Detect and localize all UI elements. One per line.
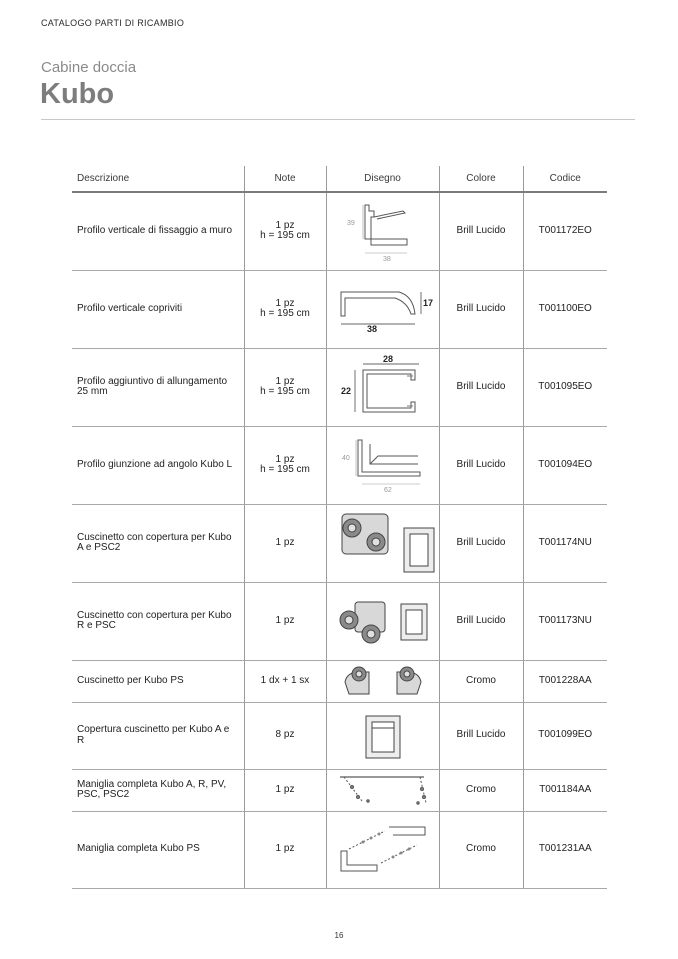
row-code: T001100EO <box>523 270 607 348</box>
section-subtitle: Cabine doccia <box>41 59 137 76</box>
header-note: Note <box>244 166 326 192</box>
row-code: T001174NU <box>523 504 607 582</box>
row-drawing <box>326 769 439 811</box>
table-row <box>72 192 607 270</box>
note-quantity: 1 pz <box>275 783 295 795</box>
row-drawing <box>326 270 439 348</box>
note-quantity: 1 pz <box>275 219 295 231</box>
row-color: Cromo <box>439 769 523 811</box>
table-row <box>72 504 607 582</box>
row-color: Brill Lucido <box>439 270 523 348</box>
note-height: h = 195 cm <box>260 464 310 475</box>
note-quantity: 1 pz <box>275 375 295 387</box>
row-color: Brill Lucido <box>439 582 523 660</box>
row-description: Profilo aggiuntivo di allungamento 25 mm <box>72 348 244 426</box>
row-drawing <box>326 582 439 660</box>
row-note <box>244 702 326 769</box>
row-drawing <box>326 348 439 426</box>
dimension-width: 28 <box>382 354 393 364</box>
table-row <box>72 348 607 426</box>
row-drawing <box>326 702 439 769</box>
row-description: Profilo verticale di fissaggio a muro <box>72 192 244 270</box>
note-quantity: 1 dx + 1 sx <box>260 674 310 686</box>
note-quantity: 1 pz <box>275 536 295 548</box>
row-code: T001231AA <box>523 811 607 888</box>
roller-pair-icon <box>335 662 431 700</box>
note-height: h = 195 cm <box>260 230 310 242</box>
row-code: T001094EO <box>523 426 607 504</box>
note-height: h = 195 cm <box>260 308 310 319</box>
note-quantity: 1 pz <box>275 614 295 626</box>
table-row <box>72 769 607 811</box>
row-code: T001095EO <box>523 348 607 426</box>
row-note <box>244 769 326 811</box>
header-description: Descrizione <box>72 166 244 192</box>
header-code: Codice <box>523 166 607 192</box>
dimension-width: 38 <box>366 324 377 334</box>
catalog-header-label: CATALOGO PARTI DI RICAMBIO <box>41 18 185 28</box>
row-code: T001173NU <box>523 582 607 660</box>
row-color: Brill Lucido <box>439 504 523 582</box>
row-drawing <box>326 660 439 702</box>
row-color: Brill Lucido <box>439 348 523 426</box>
header-color: Colore <box>439 166 523 192</box>
row-color: Brill Lucido <box>439 702 523 769</box>
row-drawing <box>326 192 439 270</box>
handle-bar-icon <box>334 771 432 809</box>
row-description: Cuscinetto con copertura per Kubo R e PSC <box>72 582 244 660</box>
row-description: Cuscinetto per Kubo PS <box>72 660 244 702</box>
handle-set-icon <box>333 819 433 881</box>
row-drawing <box>326 504 439 582</box>
wall-profile-drawing-icon <box>343 199 423 263</box>
cover-profile-drawing-icon <box>335 286 431 332</box>
row-color: Brill Lucido <box>439 426 523 504</box>
title-divider <box>41 119 635 120</box>
roller-cover-icon <box>358 710 408 762</box>
table-row <box>72 811 607 888</box>
row-color: Cromo <box>439 811 523 888</box>
table-row <box>72 582 607 660</box>
table-row <box>72 702 607 769</box>
note-quantity: 1 pz <box>275 297 295 309</box>
row-note <box>244 192 326 270</box>
row-drawing <box>326 811 439 888</box>
row-code: T001172EO <box>523 192 607 270</box>
dimension-height: 39 <box>346 220 355 228</box>
spare-parts-table <box>72 166 607 889</box>
header-drawing: Disegno <box>326 166 439 192</box>
note-quantity: 1 pz <box>275 843 295 855</box>
row-code: T001099EO <box>523 702 607 769</box>
row-note <box>244 426 326 504</box>
note-quantity: 1 pz <box>275 453 295 465</box>
table-row <box>72 426 607 504</box>
row-note <box>244 348 326 426</box>
row-color: Cromo <box>439 660 523 702</box>
row-note <box>244 660 326 702</box>
section-title: Kubo <box>40 78 115 110</box>
row-description: Maniglia completa Kubo A, R, PV, PSC, PSC2 <box>72 769 244 811</box>
dimension-width: 38 <box>382 256 391 264</box>
table-row <box>72 660 607 702</box>
row-description: Maniglia completa Kubo PS <box>72 811 244 888</box>
row-note <box>244 504 326 582</box>
dimension-width: 62 <box>383 487 392 494</box>
extension-profile-drawing-icon <box>341 354 425 420</box>
row-description: Profilo giunzione ad angolo Kubo L <box>72 426 244 504</box>
roller-with-cover-icon <box>333 596 433 646</box>
row-note <box>244 811 326 888</box>
table-row <box>72 270 607 348</box>
note-quantity: 8 pz <box>275 729 295 741</box>
page-number: 16 <box>334 931 344 940</box>
dimension-height: 22 <box>340 386 351 396</box>
row-code: T001228AA <box>523 660 607 702</box>
row-code: T001184AA <box>523 769 607 811</box>
row-description: Copertura cuscinetto per Kubo A e R <box>72 702 244 769</box>
row-description: Profilo verticale copriviti <box>72 270 244 348</box>
dimension-height: 17 <box>422 298 433 308</box>
row-description: Cuscinetto con copertura per Kubo A e PSC2 <box>72 504 244 582</box>
corner-profile-drawing-icon <box>340 434 426 496</box>
row-note <box>244 582 326 660</box>
table-header-row <box>72 166 607 192</box>
row-note <box>244 270 326 348</box>
dimension-height: 40 <box>341 455 350 462</box>
roller-with-cover-icon <box>332 508 440 578</box>
row-drawing <box>326 426 439 504</box>
row-color: Brill Lucido <box>439 192 523 270</box>
note-height: h = 195 cm <box>260 386 310 397</box>
